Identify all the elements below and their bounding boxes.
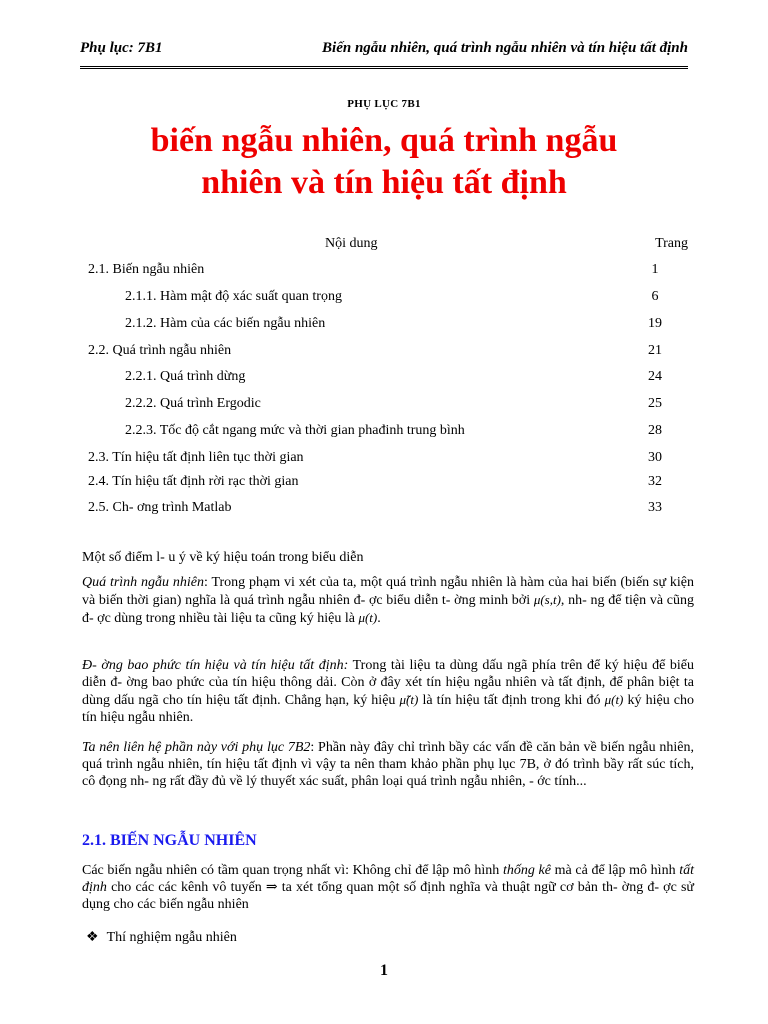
notes-heading: Một số điểm l- u ý về ký hiệu toán trong biểu diễn	[82, 550, 364, 565]
para-text: : Phần này đây chỉ trình bầy các vấn đề căn bản về biến ngẫu nhiên, quá trình ngẫu nhiên, tín hiệu tất định vì vậy ta nên tham khảo phần phụ lục 7B, ở đó trình bầy rất súc tích, cô đọng nh- ng rất đầy đủ về lý thuyết xác suất, phân loại quá trình ngẫu nhiên, - ớc tính...	[82, 740, 695, 789]
toc-label: 2.2. Quá trình ngẫu nhiên	[88, 343, 232, 358]
toc-row	[88, 369, 688, 389]
para-text: Các biến ngẫu nhiên có tầm quan trọng nhất vì: Không chỉ để lập mô hình	[82, 863, 500, 878]
math-expression: μ(t)	[604, 692, 624, 707]
paragraph-appendix-reference	[82, 739, 694, 790]
toc-page: 33	[648, 500, 662, 515]
toc-page: 1	[651, 262, 659, 277]
toc-label: 2.1.1. Hàm mật độ xác suất quan trọng	[125, 289, 342, 304]
header-appendix: Phụ lục: 7B1	[80, 40, 163, 56]
paragraph-random-variables	[82, 862, 694, 913]
toc-row	[88, 396, 688, 416]
header-chapter-title: Biến ngẫu nhiên, quá trình ngẫu nhiên và tín hiệu tất định	[322, 40, 688, 56]
math-expression: μ(s,t)	[533, 592, 561, 607]
header-rule	[80, 66, 688, 69]
toc-label: 2.1. Biến ngẫu nhiên	[88, 262, 205, 277]
running-header	[80, 40, 688, 64]
para-text: là tín hiệu tất định trong khi đó	[422, 693, 601, 708]
diamond-bullet-icon: ❖	[86, 930, 99, 945]
toc-label: 2.3. Tín hiệu tất định liên tục thời gian	[88, 450, 304, 465]
para-text: , nh- ng để tiện và cũng đ- ợc dùng trong nhiều tài liệu ta cũng ký hiệu là	[82, 593, 695, 626]
page-number: 1	[380, 962, 388, 979]
page-title	[60, 120, 708, 204]
para-text: : Trong phạm vi xét của ta, một quá trình ngẫu nhiên là hàm của hai biến (biến sự kiện và biến thời gian) nghĩa là quá trình ngẫu nhiên đ- ợc biểu diễn t- ờng minh bởi	[82, 575, 694, 608]
para-text: Trong tài liệu ta dùng dấu ngã phía trên để ký hiệu để biểu diễn đ- ờng bao phức của tín hiệu thông dải. Còn ở đây xét tín hiệu ngẫu nhiên và tất định, để phân biệt ta dùng dấu ngã cho tín hiệu tất định. Chẳng hạn, ký hiệu	[82, 658, 694, 708]
section-heading: 2.1. BIẾN NGẪU NHIÊN	[82, 832, 257, 849]
para-emphasis: thống kê	[502, 863, 551, 878]
para-text: ký hiệu cho tín hiệu ngẫu nhiên.	[82, 693, 695, 725]
toc-page: 28	[648, 423, 662, 438]
toc-col-page: Trang	[655, 236, 688, 251]
toc-label: 2.2.2. Quá trình Ergodic	[125, 396, 261, 411]
para-text: ta xét tổng quan một số định nghĩa và thuật ngữ cơ bản th- ờng đ- ợc sử dụng cho các biến ngẫu nhiên	[82, 880, 695, 912]
appendix-label: PHỤ LỤC 7B1	[347, 98, 421, 110]
toc-header	[88, 236, 688, 260]
bullet-item	[86, 929, 237, 946]
toc-label: 2.4. Tín hiệu tất định rời rạc thời gian	[88, 474, 299, 489]
toc-label: 2.2.1. Quá trình dừng	[125, 369, 246, 384]
toc-page: 24	[648, 369, 662, 384]
para-lead: Đ- ờng bao phức tín hiệu và tín hiệu tất định:	[82, 658, 349, 673]
para-text: mà cả để lập mô hình	[554, 863, 676, 878]
toc-row	[88, 316, 688, 336]
toc-row	[88, 423, 688, 443]
toc-row	[88, 500, 688, 520]
toc-page: 21	[648, 343, 662, 358]
toc-row	[88, 474, 688, 494]
para-lead: Quá trình ngẫu nhiên	[82, 575, 204, 590]
toc-page: 32	[648, 474, 662, 489]
toc-label: 2.5. Ch- ơng trình Matlab	[88, 500, 232, 515]
toc-row	[88, 343, 688, 363]
title-line-1: biến ngẫu nhiên, quá trình ngẫu	[150, 122, 618, 159]
toc-row	[88, 450, 688, 470]
bullet-text: Thí nghiệm ngẫu nhiên	[106, 930, 237, 945]
para-lead: Ta nên liên hệ phần này với phụ lục 7B2	[82, 740, 311, 755]
para-text: cho các các kênh vô tuyến	[111, 880, 262, 895]
toc-row	[88, 289, 688, 309]
title-line-2: nhiên và tín hiệu tất định	[201, 164, 567, 201]
toc-col-content: Nội dung	[325, 236, 378, 251]
para-emphasis: tất định	[82, 863, 695, 895]
paragraph-random-process	[82, 574, 694, 627]
para-text: .	[377, 611, 381, 626]
toc-page: 19	[648, 316, 662, 331]
toc-page: 6	[651, 289, 659, 304]
toc-page: 30	[648, 450, 662, 465]
paragraph-complex-envelope	[82, 657, 694, 726]
toc-label: 2.2.3. Tốc độ cắt ngang mức và thời gian phađinh trung bình	[125, 423, 465, 438]
toc-page: 25	[648, 396, 662, 411]
math-expression: μ̃(t)	[399, 692, 419, 707]
toc-row	[88, 262, 688, 282]
toc-label: 2.1.2. Hàm của các biến ngẫu nhiên	[125, 316, 326, 331]
table-of-contents	[88, 236, 688, 515]
implies-arrow: ⇒	[265, 880, 278, 895]
math-expression: μ(t)	[358, 610, 378, 625]
